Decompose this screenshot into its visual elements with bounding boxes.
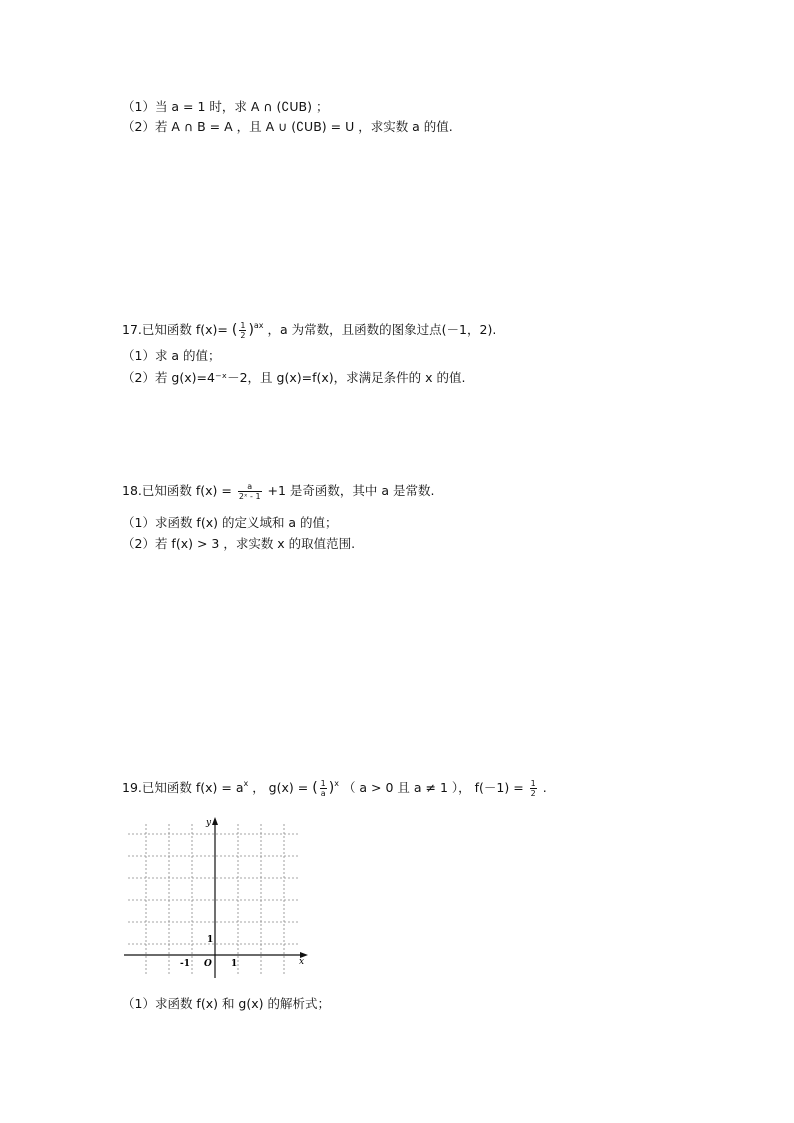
q19-gx-exponent: x <box>334 779 339 788</box>
q19-gx-num: 1 <box>320 779 326 788</box>
q17-lead: 17.已知函数 f(x)= <box>122 322 228 337</box>
q18-fraction <box>238 482 262 501</box>
q17-fraction <box>239 321 246 340</box>
q16-part2: （2）若 A ∩ B = A ，且 A ∪ (∁UB) = U ，求实数 a 的值. <box>122 119 453 134</box>
q19-gx-paren-close: ) <box>328 780 335 796</box>
q19-lead: 19.已知函数 f(x) = a <box>122 780 244 795</box>
q19-statement <box>122 776 547 798</box>
y-tick-one: 1 <box>207 935 214 945</box>
q19-fx-exponent: x <box>243 779 249 788</box>
q17-statement <box>122 318 496 340</box>
q19-gx-fraction <box>320 779 327 798</box>
x-tick-neg-one: -1 <box>180 959 190 969</box>
q18-part1: （1）求函数 f(x) 的定义域和 a 的值； <box>122 515 338 530</box>
x-axis-label: x <box>299 957 305 967</box>
q17-part1: （1）求 a 的值； <box>122 348 221 363</box>
q19-value-fraction <box>530 779 537 798</box>
q19-condition: （ a > 0 且 a ≠ 1 ）， f(－1) = <box>342 780 528 795</box>
q17-tail: ，a 为常数，且函数的图象过点(－1，2). <box>267 322 497 337</box>
y-axis-arrow-icon <box>212 817 218 825</box>
coordinate-grid-figure <box>118 812 318 982</box>
q17-exponent: ax <box>253 321 264 330</box>
q18-tail: +1 是奇函数，其中 a 是常数. <box>263 483 435 498</box>
q18-statement <box>122 482 435 501</box>
q19-val-num: 1 <box>530 779 536 788</box>
q18-frac-num: a <box>238 482 262 492</box>
q18-frac-den: 2ˣ - 1 <box>238 492 261 501</box>
origin-label: O <box>204 959 212 969</box>
q18-part2: （2）若 f(x) > 3 ，求实数 x 的取值范围. <box>122 536 356 551</box>
q18-lead: 18.已知函数 f(x) = <box>122 483 236 498</box>
q19-gx-den: a <box>320 789 326 798</box>
q17-part2: （2）若 g(x)=4⁻ˣ－2，且 g(x)=f(x)，求满足条件的 x 的值. <box>122 370 466 385</box>
q19-gx-paren-open: ( <box>312 780 318 796</box>
grid-lines <box>128 824 298 975</box>
q17-paren-close: ) <box>248 322 254 338</box>
q17-paren-open: ( <box>231 322 238 338</box>
q19-part1: （1）求函数 f(x) 和 g(x) 的解析式； <box>122 996 330 1011</box>
q17-frac-num: 1 <box>240 321 246 330</box>
q19-val-den: 2 <box>530 789 536 798</box>
q16-part1: （1）当 a = 1 时，求 A ∩ (∁UB) ； <box>122 99 329 114</box>
q19-end: . <box>538 780 547 795</box>
y-axis-label: y <box>206 818 212 828</box>
x-tick-one: 1 <box>231 959 238 969</box>
q19-gx-lead: ， g(x) = <box>248 780 313 795</box>
q17-frac-den: 2 <box>240 331 246 340</box>
